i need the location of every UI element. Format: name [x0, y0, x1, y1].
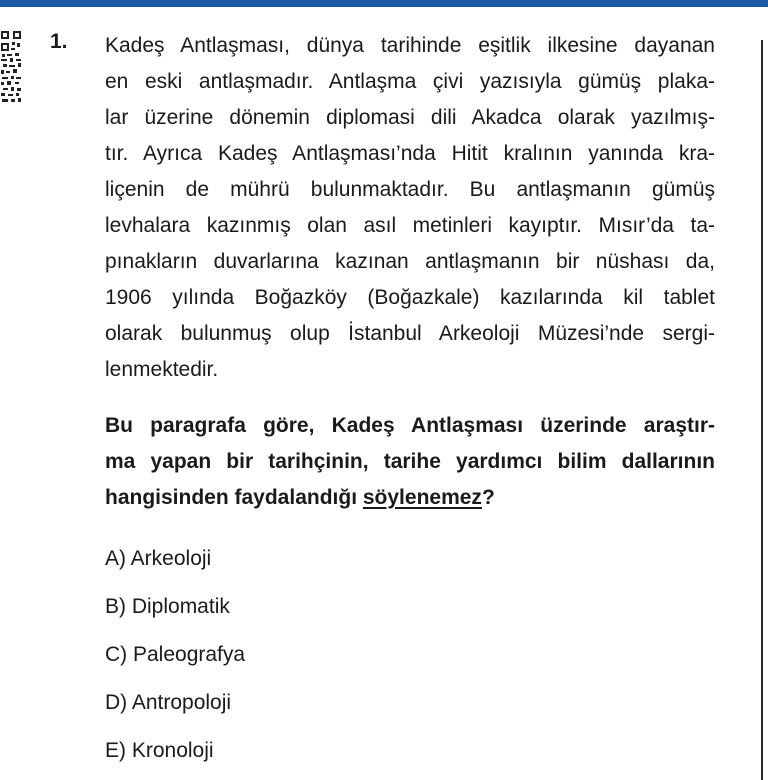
prompt-line [105, 480, 715, 516]
passage-line: lenmektedir. [105, 358, 219, 381]
passage-line: olarak bulunmuş olup İstanbul Arkeoloji Müzesi’nde sergi- [105, 322, 715, 345]
option-a[interactable]: A) Arkeoloji [105, 547, 212, 570]
passage-line: levhalara kazınmış olan asıl metinleri kayıptır. Mısır’da ta- [105, 214, 715, 237]
option-b[interactable]: B) Diplomatik [105, 595, 230, 618]
passage-line: lar üzerine dönemin diplomasi dili Akadca olarak yazılmış- [105, 106, 715, 129]
prompt-emphasis: söylenemez [362, 486, 482, 509]
option-c[interactable]: C) Paleografya [105, 643, 246, 666]
question-prompt [105, 408, 715, 516]
answer-options [105, 535, 245, 775]
passage-line: 1906 yılında Boğazköy (Boğazkale) kazılarında kil tablet [105, 286, 715, 309]
passage-line: Kadeş Antlaşması, dünya tarihinde eşitlik ilkesine dayanan [105, 34, 715, 57]
question-number: 1. [50, 30, 68, 53]
option-d[interactable]: D) Antropoloji [105, 691, 232, 714]
prompt-line: Bu paragrafa göre, Kadeş Antlaşması üzerinde araştır- [105, 414, 715, 437]
top-accent-bar [0, 0, 768, 7]
passage-line: tır. Ayrıca Kadeş Antlaşması’nda Hitit kralının yanında kra- [105, 142, 715, 165]
qr-code-icon[interactable] [0, 30, 22, 104]
prompt-line: ma yapan bir tarihçinin, tarihe yardımcı bilim dallarının [105, 450, 715, 473]
prompt-question-mark: ? [481, 486, 495, 509]
passage-line: en eski antlaşmadır. Antlaşma çivi yazısıyla gümüş plaka- [105, 70, 715, 93]
option-e[interactable]: E) Kronoloji [105, 739, 214, 762]
right-border-rule [761, 40, 763, 780]
question-passage [105, 28, 715, 388]
passage-line: pınakların duvarlarına kazınan antlaşmanın bir nüshası da, [105, 250, 715, 273]
passage-line: liçenin de mührü bulunmaktadır. Bu antlaşmanın gümüş [105, 178, 715, 201]
prompt-text: hangisinden faydalandığı [105, 486, 363, 509]
